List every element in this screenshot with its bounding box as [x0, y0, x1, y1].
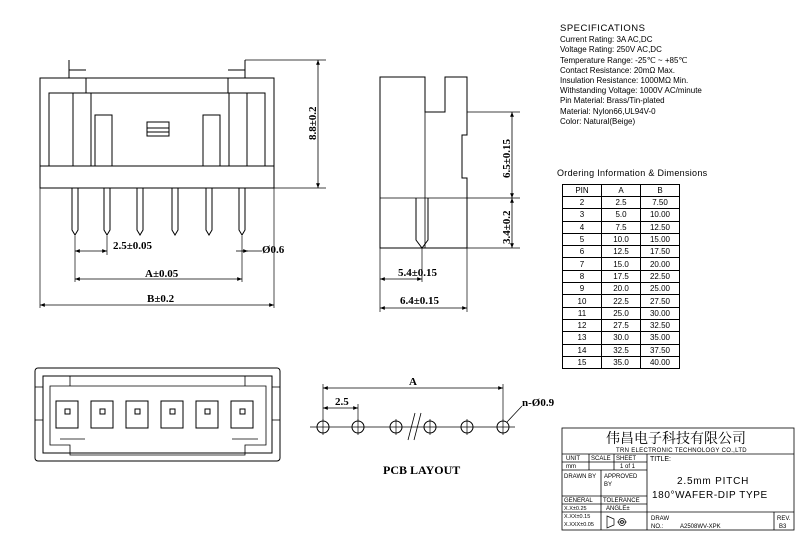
dim-pin-dia: Ø0.6	[262, 244, 285, 256]
dim-span-a: A±0.05	[145, 268, 179, 280]
cell-b: 7.50	[641, 197, 680, 209]
pcb-layout	[310, 376, 555, 477]
title-line-2: 180°WAFER-DIP TYPE	[652, 490, 768, 501]
cell-a: 2.5	[602, 197, 641, 209]
table-row	[563, 283, 680, 295]
header-b: B	[641, 185, 680, 197]
tolerance-2: X.XX±0.15	[564, 514, 591, 520]
cell-pin: 6	[563, 246, 602, 258]
spec-line: Color: Natural(Beige)	[560, 116, 636, 126]
sheet-label: SHEET	[616, 456, 637, 462]
table-header-row	[563, 185, 680, 197]
dim-pitch: 2.5±0.05	[113, 240, 153, 252]
cell-pin: 9	[563, 283, 602, 295]
spec-line: Temperature Range: -25℃ ~ +85℃	[560, 55, 688, 65]
spec-line: Insulation Resistance: 1000MΩ Min.	[560, 76, 689, 86]
cell-b: 25.00	[641, 283, 680, 295]
cell-b: 22.50	[641, 270, 680, 282]
dim-pin-length: 3.4±0.2	[501, 210, 513, 244]
sheet-value: 1 of 1	[620, 464, 636, 470]
table-row	[563, 319, 680, 331]
pcb-dim-a: A	[409, 376, 417, 388]
table-row	[563, 233, 680, 245]
cell-a: 7.5	[602, 221, 641, 233]
cell-b: 12.50	[641, 221, 680, 233]
dim-side-height: 6.5±0.15	[501, 138, 513, 178]
cell-a: 35.0	[602, 356, 641, 368]
table-row	[563, 332, 680, 344]
ordering-table-body	[563, 197, 680, 369]
scale-label: SCALE	[591, 456, 611, 462]
spec-line: Withstanding Voltage: 1000V AC/minute	[560, 86, 702, 96]
cell-pin: 4	[563, 221, 602, 233]
ordering-title: Ordering Information & Dimensions	[557, 168, 708, 178]
cell-a: 10.0	[602, 233, 641, 245]
unit-value: mm	[566, 464, 576, 470]
cell-pin: 13	[563, 332, 602, 344]
cell-a: 17.5	[602, 270, 641, 282]
specifications-title: SPECIFICATIONS	[560, 23, 646, 34]
company-en: TRN ELECTRONIC TECHNOLOGY CO.,LTD	[616, 448, 747, 454]
dim-height-total: 8.8±0.2	[307, 106, 319, 140]
table-row	[563, 270, 680, 282]
cell-a: 32.5	[602, 344, 641, 356]
table-row	[563, 295, 680, 307]
spec-line: Current Rating: 3A AC,DC	[560, 35, 653, 45]
general-label: GENERAL	[564, 498, 593, 504]
projection-symbol	[607, 516, 627, 528]
rev-value: B3	[779, 524, 787, 530]
spec-line: Pin Material: Brass/Tin-plated	[560, 96, 665, 106]
front-view	[40, 60, 326, 308]
rev-label: REV.	[777, 516, 791, 522]
cell-pin: 15	[563, 356, 602, 368]
header-a: A	[602, 185, 641, 197]
cell-a: 27.5	[602, 319, 641, 331]
pcb-hole-dia: n-Ø0.9	[522, 397, 555, 409]
dim-span-b: B±0.2	[147, 293, 175, 305]
approved-by-label-1: APPROVED	[604, 474, 638, 480]
pins	[72, 188, 245, 235]
cell-b: 30.00	[641, 307, 680, 319]
cell-pin: 14	[563, 344, 602, 356]
draw-no-value: A2508WV-XPK	[680, 524, 721, 530]
cell-pin: 2	[563, 197, 602, 209]
cell-a: 12.5	[602, 246, 641, 258]
pcb-dim-pitch: 2.5	[335, 396, 349, 408]
dim-side-inner: 5.4±0.15	[398, 267, 438, 279]
pcb-layout-label: PCB LAYOUT	[383, 463, 461, 477]
cell-pin: 10	[563, 295, 602, 307]
spec-line: Material: Nylon66,UL94V-0	[560, 106, 656, 116]
side-view	[380, 77, 520, 312]
cell-a: 22.5	[602, 295, 641, 307]
cell-b: 32.50	[641, 319, 680, 331]
cell-pin: 8	[563, 270, 602, 282]
top-pin-cavities	[56, 401, 253, 428]
table-row	[563, 209, 680, 221]
cell-b: 20.00	[641, 258, 680, 270]
table-row	[563, 246, 680, 258]
cell-b: 10.00	[641, 209, 680, 221]
cell-pin: 11	[563, 307, 602, 319]
cell-pin: 5	[563, 233, 602, 245]
cell-pin: 3	[563, 209, 602, 221]
angle-label: ANGLE±	[606, 506, 630, 512]
table-row	[563, 197, 680, 209]
spec-line: Voltage Rating: 250V AC,DC	[560, 45, 662, 55]
cell-a: 15.0	[602, 258, 641, 270]
approved-by-label-2: BY	[604, 482, 613, 488]
cell-a: 30.0	[602, 332, 641, 344]
table-row	[563, 258, 680, 270]
drawn-by-label: DRAWN BY	[564, 474, 597, 480]
cell-pin: 12	[563, 319, 602, 331]
title-line-1: 2.5mm PITCH	[677, 476, 750, 487]
company-cn: 伟昌电子科技有限公司	[606, 430, 746, 446]
table-row	[563, 344, 680, 356]
cell-a: 20.0	[602, 283, 641, 295]
spec-line: Contact Resistance: 20mΩ Max.	[560, 65, 675, 75]
cell-b: 17.50	[641, 246, 680, 258]
cell-b: 35.00	[641, 332, 680, 344]
tolerance-3: X.XXX±0.05	[564, 522, 594, 528]
cell-b: 40.00	[641, 356, 680, 368]
cell-pin: 7	[563, 258, 602, 270]
title-label: TITLE:	[650, 456, 672, 463]
ordering-table	[562, 184, 680, 369]
draw-no-label-1: DRAW	[651, 516, 670, 522]
header-pin: PIN	[563, 185, 602, 197]
specifications-block	[560, 24, 702, 127]
cell-b: 15.00	[641, 233, 680, 245]
cell-b: 37.50	[641, 344, 680, 356]
title-block	[562, 428, 794, 530]
table-row	[563, 221, 680, 233]
table-row	[563, 307, 680, 319]
tolerance-label: TOLERANCE	[603, 498, 640, 504]
unit-label: UNIT	[566, 456, 580, 462]
tolerance-1: X.X±0.25	[564, 506, 587, 512]
cell-a: 5.0	[602, 209, 641, 221]
cell-a: 25.0	[602, 307, 641, 319]
dim-side-depth: 6.4±0.15	[400, 295, 440, 307]
draw-no-label-2: NO.:	[651, 524, 664, 530]
cell-b: 27.50	[641, 295, 680, 307]
top-view	[35, 368, 280, 461]
table-row	[563, 356, 680, 368]
